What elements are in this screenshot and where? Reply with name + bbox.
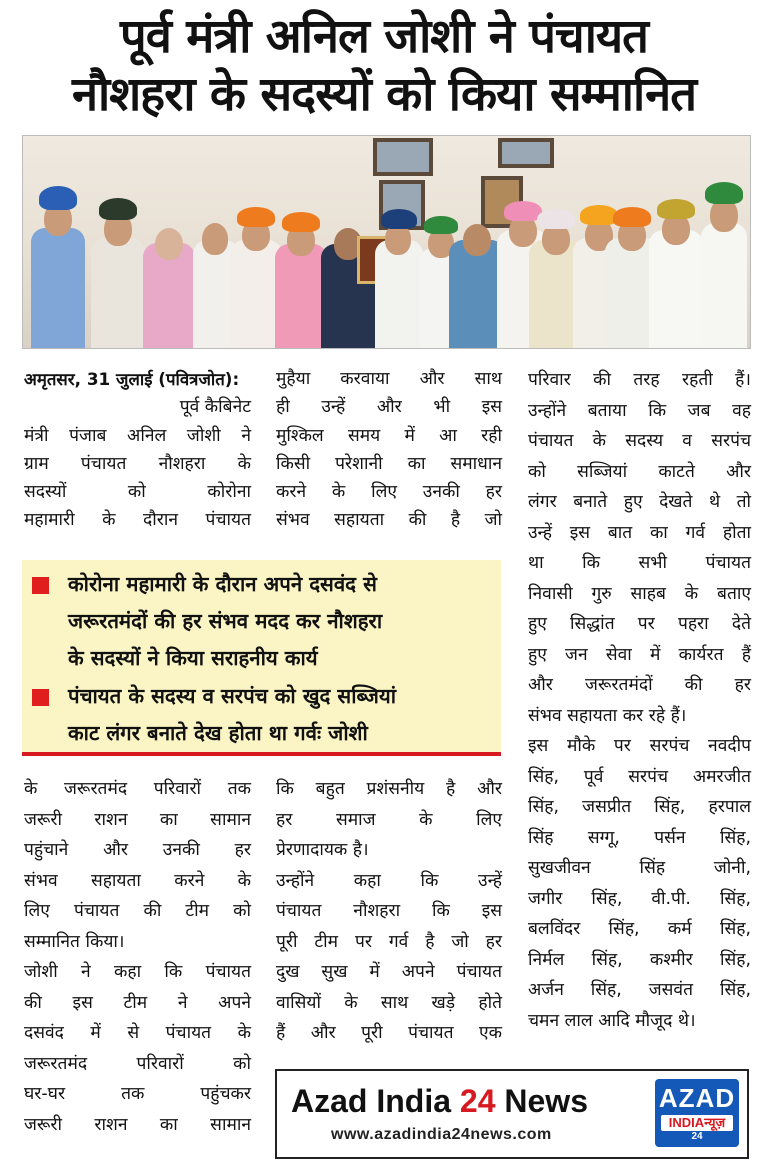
text-line: किसी परेशानी का समाधान bbox=[276, 453, 502, 474]
person-figure bbox=[647, 173, 705, 348]
text-line: संभव सहायता कर रहे हैं। bbox=[528, 705, 687, 726]
column-1-top bbox=[24, 365, 251, 535]
text-line: संभव सहायता करने के bbox=[24, 870, 251, 891]
column-3 bbox=[528, 365, 751, 1036]
highlight-line: पंचायत के सदस्य व सरपंच को खुद सब्जियां bbox=[68, 684, 397, 708]
text-line: इस मौके पर सरपंच नवदीप bbox=[528, 736, 751, 756]
wall-frame bbox=[373, 138, 433, 176]
person-figure bbox=[29, 158, 87, 348]
text-line: लंगर बनाते हुए देखते थे तो bbox=[528, 492, 751, 512]
text-line: कि बहुत प्रशंसनीय है और bbox=[276, 779, 502, 799]
text-line: सम्मानित किया। bbox=[24, 931, 125, 952]
text-line: पूर्व कैबिनेट bbox=[179, 397, 251, 418]
text-line: पहुंचाने और उनकी हर bbox=[24, 840, 251, 860]
person-figure bbox=[699, 158, 749, 348]
text-line: करने के लिए उनकी हर bbox=[276, 482, 502, 503]
text-line: मंत्री पंजाब अनिल जोशी ने bbox=[24, 425, 251, 446]
text-line: वासियों के साथ खड़े होते bbox=[276, 992, 502, 1013]
text-line: ही उन्हें और भी इस bbox=[276, 397, 502, 418]
person-figure bbox=[141, 188, 197, 348]
logo-text: AZAD bbox=[658, 1083, 736, 1113]
highlight-box bbox=[22, 560, 501, 752]
text-line: पंचायत नौशहरा कि इस bbox=[276, 901, 502, 921]
text-line: ग्राम पंचायत नौशहरा के bbox=[24, 453, 251, 474]
text-line: था कि सभी पंचायत bbox=[528, 553, 751, 573]
headline-line-1: पूर्व मंत्री अनिल जोशी ने पंचायत bbox=[120, 9, 648, 64]
text-line: निवासी गुरु साहब के बताए bbox=[528, 583, 751, 604]
text-line: दुख सुख में अपने पंचायत bbox=[276, 962, 502, 982]
text-line: जरूरी राशन का सामान bbox=[24, 809, 251, 830]
text-line: जोशी ने कहा कि पंचायत bbox=[24, 962, 251, 982]
text-line: हर समाज के लिए bbox=[276, 809, 502, 830]
highlight-rule bbox=[22, 752, 501, 756]
text-line: हुए सिद्धांत पर पहरा देते bbox=[528, 614, 751, 634]
text-line: मुहैया करवाया और साथ bbox=[276, 369, 502, 389]
text-line: संभव सहायता की है जो bbox=[276, 510, 502, 531]
red-square-bullet-icon bbox=[32, 689, 49, 706]
text-line: लिए पंचायत की टीम को bbox=[24, 901, 251, 921]
text-line: बलविंदर सिंह, कर्म सिंह, bbox=[528, 919, 751, 939]
text-line: अर्जन सिंह, जसवंत सिंह, bbox=[528, 980, 751, 1000]
news-photo bbox=[22, 135, 751, 349]
text-line: उन्होंने कहा कि उन्हें bbox=[276, 870, 502, 891]
highlight-line: काट लंगर बनाते देख होता था गर्वः जोशी bbox=[68, 721, 368, 745]
text-line: जरूरतमंद परिवारों को bbox=[24, 1053, 251, 1074]
text-line: निर्मल सिंह, कश्मीर सिंह, bbox=[528, 949, 751, 970]
text-line: मुश्किल समय में आ रही bbox=[276, 425, 502, 446]
headline-line-2: नौशहरा के सदस्यों को किया सम्मानित bbox=[71, 67, 697, 122]
column-2-bottom bbox=[276, 774, 502, 1049]
column-1-bottom bbox=[24, 774, 251, 1140]
text-line: परिवार की तरह रहती हैं। bbox=[528, 370, 751, 390]
text-line: सिंह, पूर्व सरपंच अमरजीत bbox=[528, 766, 751, 787]
brand-url: www.azadindia24news.com bbox=[331, 1126, 552, 1143]
text-line: उन्होंने बताया कि जब वह bbox=[528, 400, 751, 421]
text-line: हुए जन सेवा में कार्यरत हैं bbox=[528, 644, 751, 665]
headline bbox=[0, 8, 768, 124]
text-line: उन्हें इस बात का गर्व होता bbox=[528, 522, 751, 543]
person-figure bbox=[89, 178, 147, 348]
highlight-item-2 bbox=[32, 678, 492, 752]
text-line: पूरी टीम पर गर्व है जो हर bbox=[276, 931, 502, 952]
text-line: को सब्जियां काटते और bbox=[528, 461, 751, 482]
text-line: सिंह, जसप्रीत सिंह, हरपाल bbox=[528, 797, 751, 817]
highlight-item-1 bbox=[32, 566, 492, 677]
logo-text: 24 bbox=[691, 1131, 703, 1142]
dateline: अमृतसर, 31 जुलाई (पवित्रजोत): bbox=[24, 369, 240, 389]
text-line: जरूरी राशन का सामान bbox=[24, 1114, 251, 1135]
red-square-bullet-icon bbox=[32, 577, 49, 594]
text-line: पंचायत के सदस्य व सरपंच bbox=[528, 431, 751, 451]
brand-box bbox=[275, 1069, 749, 1159]
text-line: प्रेरणादायक है। bbox=[276, 840, 369, 860]
brand-name-part: News bbox=[495, 1083, 588, 1119]
text-line: और जरूरतमंदों की हर bbox=[528, 675, 751, 695]
brand-name bbox=[291, 1081, 588, 1121]
highlight-line: के सदस्यों ने किया सराहनीय कार्य bbox=[68, 646, 318, 670]
text-line: जगीर सिंह, वी.पी. सिंह, bbox=[528, 888, 751, 909]
text-line: घर-घर तक पहुंचकर bbox=[24, 1084, 251, 1104]
text-line: चमन लाल आदि मौजूद थे। bbox=[528, 1010, 696, 1031]
brand-name-number: 24 bbox=[459, 1083, 496, 1119]
logo-text: INDIAन्यूज़ bbox=[661, 1115, 733, 1131]
brand-logo bbox=[655, 1079, 739, 1147]
brand-name-part: Azad India bbox=[291, 1083, 460, 1119]
text-line: सदस्यों को कोरोना bbox=[24, 482, 251, 503]
highlight-line: कोरोना महामारी के दौरान अपने दसवंद से bbox=[68, 572, 377, 596]
text-line: सिंह सग्गू, पर्सन सिंह, bbox=[528, 827, 751, 848]
highlight-line: जरूरतमंदों की हर संभव मदद कर नौशहरा bbox=[68, 609, 383, 633]
text-line: के जरूरतमंद परिवारों तक bbox=[24, 779, 251, 799]
column-2-top bbox=[276, 365, 502, 535]
text-line: सुखजीवन सिंह जोनी, bbox=[528, 858, 751, 878]
text-line: महामारी के दौरान पंचायत bbox=[24, 510, 251, 531]
wall-frame bbox=[498, 138, 554, 168]
text-line: दसवंद में से पंचायत के bbox=[24, 1023, 251, 1043]
text-line: हैं और पूरी पंचायत एक bbox=[276, 1023, 502, 1043]
text-line: की इस टीम ने अपने bbox=[24, 992, 251, 1013]
